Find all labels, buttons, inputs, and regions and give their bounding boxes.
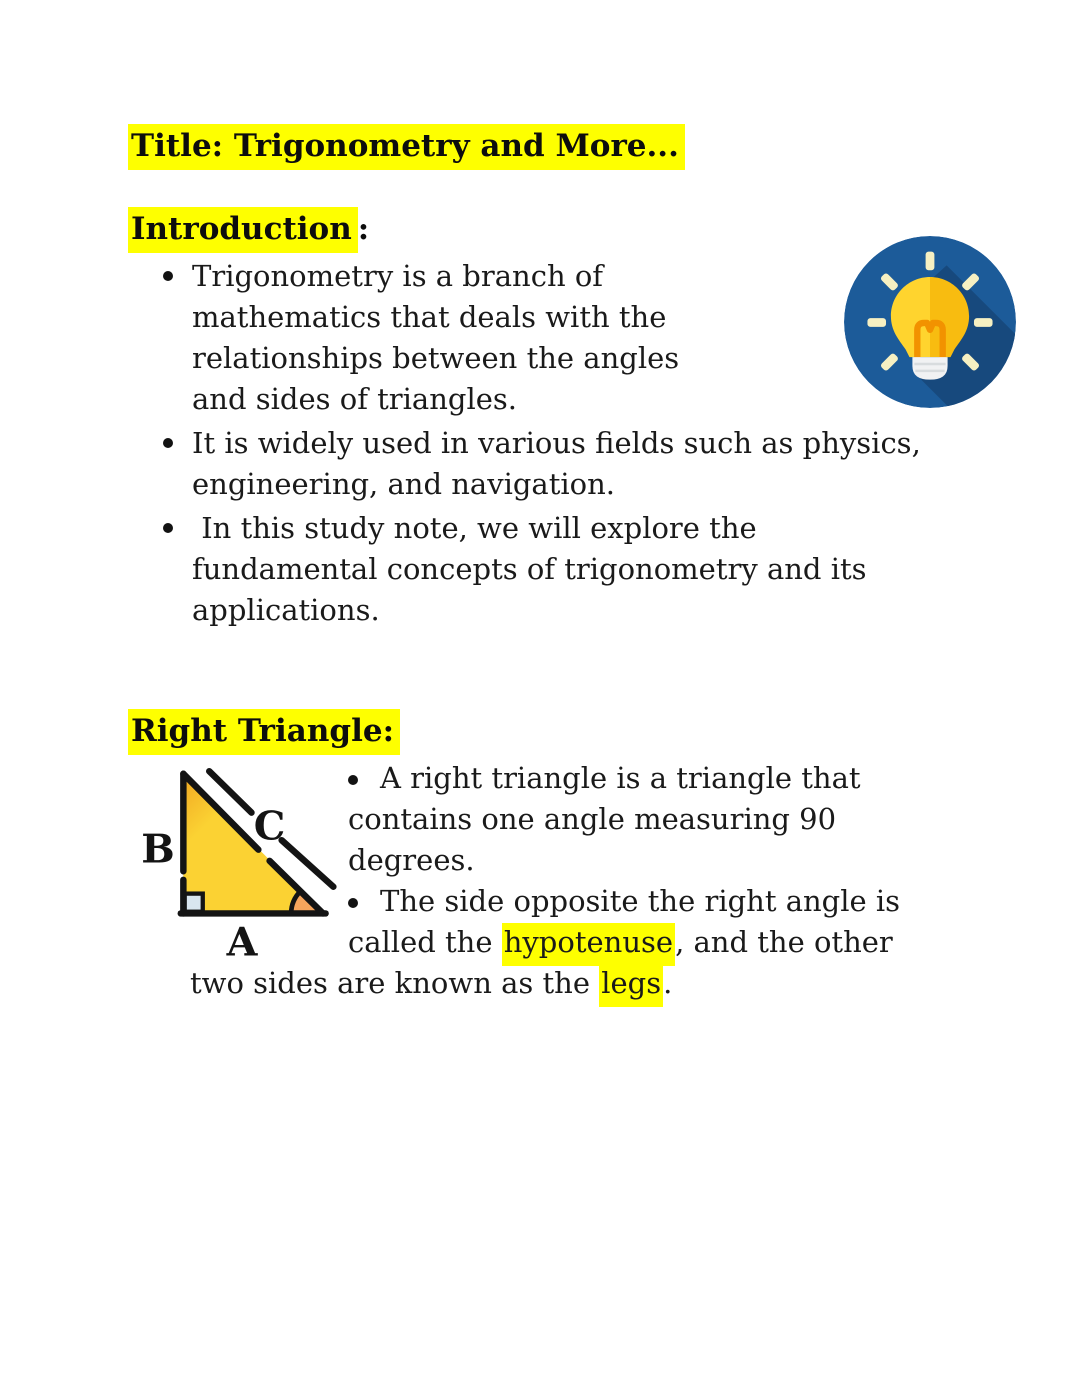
bullet-text: In this study note, we will explore the (192, 511, 757, 545)
bullet-text: and sides of triangles. (192, 382, 518, 416)
bullet-text: fundamental concepts of trigonometry and its (192, 552, 867, 586)
introduction-list (128, 256, 1080, 631)
bullet-text: contains one angle measuring 90 (348, 802, 837, 836)
introduction-section (128, 256, 1080, 631)
bullet-text: relationships between the angles (192, 341, 680, 375)
bullet-text: It is widely used in various fields such as physics, (192, 426, 921, 460)
bullet-text: applications. (192, 593, 380, 627)
bullet-text: A right triangle is a triangle that (380, 761, 861, 795)
introduction-heading-colon: : (357, 211, 370, 247)
bullet-text: degrees. (348, 843, 475, 877)
introduction-heading-highlight: Introduction (128, 207, 358, 253)
title-highlight: Title: Trigonometry and More... (128, 124, 685, 170)
bullet-text: called the (348, 925, 502, 959)
bullet-text: engineering, and navigation. (192, 467, 616, 501)
highlighted-term: legs (599, 964, 663, 1007)
bullet-text: Trigonometry is a branch of (192, 259, 604, 293)
highlighted-term: hypotenuse (502, 923, 675, 966)
right-triangle-heading-highlight: Right Triangle: (128, 709, 400, 755)
right-triangle-image (128, 760, 348, 962)
bullet-text: , and the other (675, 925, 893, 959)
page-title (128, 126, 1080, 167)
introduction-bullet-item (192, 256, 1080, 420)
bullet-text: . (663, 966, 673, 1000)
triangle-label-c: C (253, 803, 286, 850)
right-triangle-section (128, 758, 1080, 1004)
bullet-text: two sides are known as the (190, 966, 600, 1000)
bullet-text: The side opposite the right angle is (380, 884, 901, 918)
triangle-label-b: B (141, 826, 175, 873)
triangle-label-a: A (226, 919, 258, 960)
introduction-bullet-item (192, 508, 1080, 631)
introduction-bullet-item (192, 423, 1080, 505)
bullet-text: mathematics that deals with the (192, 300, 667, 334)
right-triangle-heading (128, 711, 1080, 752)
